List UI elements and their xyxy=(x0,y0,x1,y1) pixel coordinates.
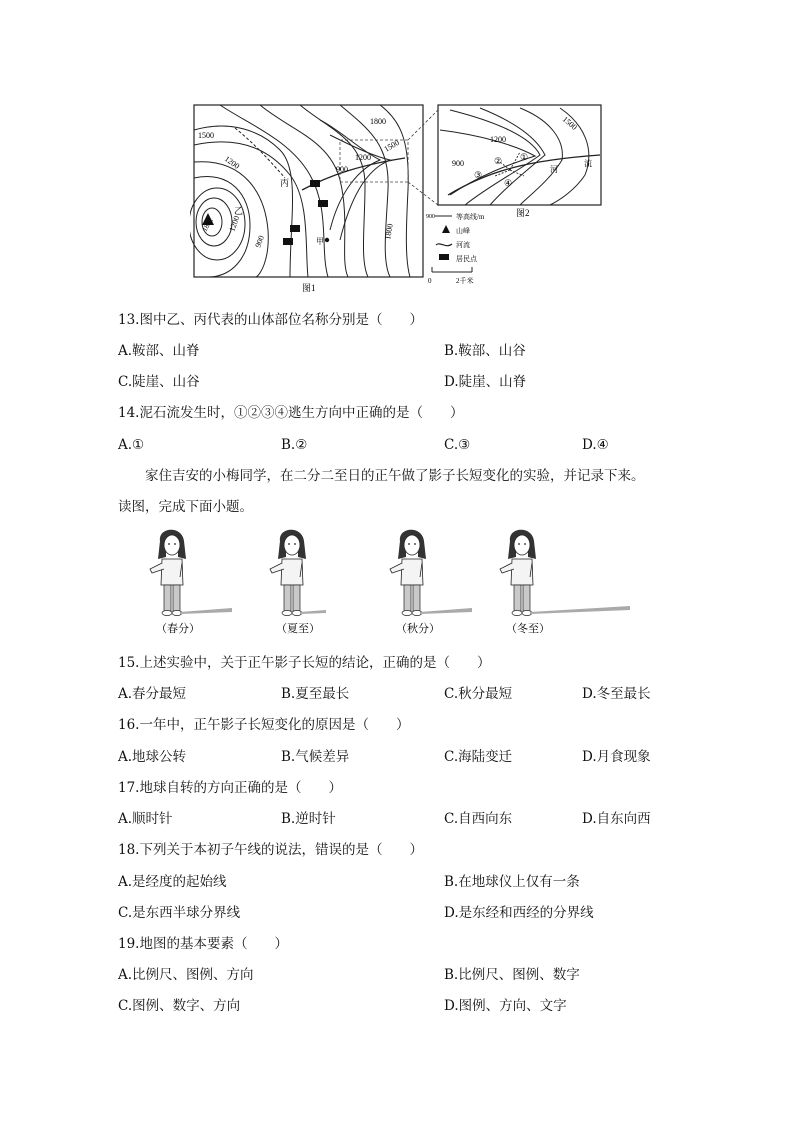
q18-option-d[interactable]: D.是东经和西经的分界线 xyxy=(444,905,594,921)
map1-label-peak-height: 1882 xyxy=(200,216,215,233)
q17-option-b[interactable]: B.逆时针 xyxy=(281,811,336,827)
legend-scale-length: 2千米 xyxy=(456,277,474,285)
map1-label-1800b: 1800 xyxy=(383,223,395,241)
q13-stem: 13.图中乙、丙代表的山体部位名称分别是（ ） xyxy=(118,312,423,328)
settlement-icon xyxy=(439,254,449,260)
legend-contour-value: 900 xyxy=(426,214,435,220)
map1-label-bing: 丙 xyxy=(280,178,290,188)
q18-option-b[interactable]: B.在地球仪上仅有一条 xyxy=(444,874,580,890)
q15-option-a[interactable]: A.春分最短 xyxy=(118,686,187,702)
q16-stem: 16.一年中，正午影子长短变化的原因是（ ） xyxy=(118,717,410,733)
q14-option-c[interactable]: C.③ xyxy=(444,437,471,453)
q15-option-d[interactable]: D.冬至最长 xyxy=(582,686,651,702)
q17-option-d[interactable]: D.自东向西 xyxy=(582,811,651,827)
q19-option-c[interactable]: C.图例、数字、方向 xyxy=(118,998,241,1014)
q17-stem: 17.地球自转的方向正确的是（ ） xyxy=(118,780,342,796)
map2-label-river-liu: 流 xyxy=(584,159,592,168)
map1-label-1500b: 1500 xyxy=(382,137,401,154)
q19-stem: 19.地图的基本要素（ ） xyxy=(118,936,288,952)
q19-option-d[interactable]: D.图例、方向、文字 xyxy=(444,998,567,1014)
intro-line-2: 读图，完成下面小题。 xyxy=(118,499,253,515)
shadow-label-autumn: （秋分） xyxy=(396,623,440,635)
map2-label-d1: ① xyxy=(520,152,529,162)
map1-label-1200c: 1200 xyxy=(227,214,242,233)
map2-label-d4: ④ xyxy=(504,178,513,188)
q19-option-a[interactable]: A.比例尺、图例、方向 xyxy=(118,967,254,983)
q18-stem: 18.下列关于本初子午线的说法，错误的是（ ） xyxy=(118,842,423,858)
q14-stem: 14.泥石流发生时，①②③④逃生方向中正确的是（ ） xyxy=(118,405,464,421)
q16-option-d[interactable]: D.月食现象 xyxy=(582,749,651,765)
q14-option-b[interactable]: B.② xyxy=(281,437,308,453)
map2-label-1500: 1500 xyxy=(560,114,579,132)
q13-option-b[interactable]: B.鞍部、山谷 xyxy=(444,343,526,359)
legend-scale-zero: 0 xyxy=(428,277,432,285)
legend-contour: 等高线/m xyxy=(456,213,485,221)
map1-label-1500: 1500 xyxy=(198,131,214,140)
river-icon xyxy=(436,244,452,246)
shadow-label-spring: （春分） xyxy=(156,623,200,635)
q18-option-c[interactable]: C.是东西半球分界线 xyxy=(118,905,241,921)
map-legend xyxy=(426,212,485,285)
map1-label-1800a: 1800 xyxy=(370,117,386,126)
map1-caption: 图1 xyxy=(302,283,316,293)
q16-option-b[interactable]: B.气候差异 xyxy=(281,749,350,765)
shadow-label-winter: （冬至） xyxy=(506,623,550,635)
map1-label-jia: 甲 xyxy=(316,237,324,246)
map1-label-yi: 乙 xyxy=(234,206,244,216)
legend-peak: 山峰 xyxy=(456,227,470,235)
q17-option-c[interactable]: C.自西向东 xyxy=(444,811,513,827)
map2-label-river-he: 河 xyxy=(550,165,558,174)
q15-option-c[interactable]: C.秋分最短 xyxy=(444,686,513,702)
q14-option-d[interactable]: D.④ xyxy=(582,437,609,453)
map2-label-900: 900 xyxy=(452,159,464,168)
map1-label-1200: 1200 xyxy=(222,154,242,171)
q15-option-b[interactable]: B.夏至最长 xyxy=(281,686,350,702)
map1-label-900: 900 xyxy=(336,165,348,174)
map2-label-1200: 1200 xyxy=(490,135,506,144)
contour-map-figure xyxy=(190,100,605,295)
map2-label-d3: ③ xyxy=(474,170,483,180)
legend-river: 河流 xyxy=(456,241,470,249)
q19-option-b[interactable]: B.比例尺、图例、数字 xyxy=(444,967,580,983)
q17-option-a[interactable]: A.顺时针 xyxy=(118,811,173,827)
intro-line-1: 家住吉安的小梅同学，在二分二至日的正午做了影子长短变化的实验，并记录下来。 xyxy=(145,468,645,484)
q13-option-a[interactable]: A.鞍部、山脊 xyxy=(118,343,200,359)
shadow-experiment-figure xyxy=(140,522,640,640)
q14-option-a[interactable]: A.① xyxy=(118,437,145,453)
q16-option-a[interactable]: A.地球公转 xyxy=(118,749,187,765)
q18-option-a[interactable]: A.是经度的起始线 xyxy=(118,874,227,890)
map1-label-900b: 900 xyxy=(253,234,266,249)
map2-caption: 图2 xyxy=(516,208,530,218)
q13-option-d[interactable]: D.陡崖、山脊 xyxy=(444,374,527,390)
shadow-label-summer: （夏至） xyxy=(276,623,320,635)
q16-option-c[interactable]: C.海陆变迁 xyxy=(444,749,513,765)
legend-settlement: 居民点 xyxy=(456,255,477,263)
map1-label-1200b: 1200 xyxy=(355,153,371,162)
map2-label-d2: ② xyxy=(494,156,503,166)
q13-option-c[interactable]: C.陡崖、山谷 xyxy=(118,374,200,390)
peak-icon xyxy=(442,225,450,233)
q15-stem: 15.上述实验中，关于正午影子长短的结论，正确的是（ ） xyxy=(118,655,491,671)
